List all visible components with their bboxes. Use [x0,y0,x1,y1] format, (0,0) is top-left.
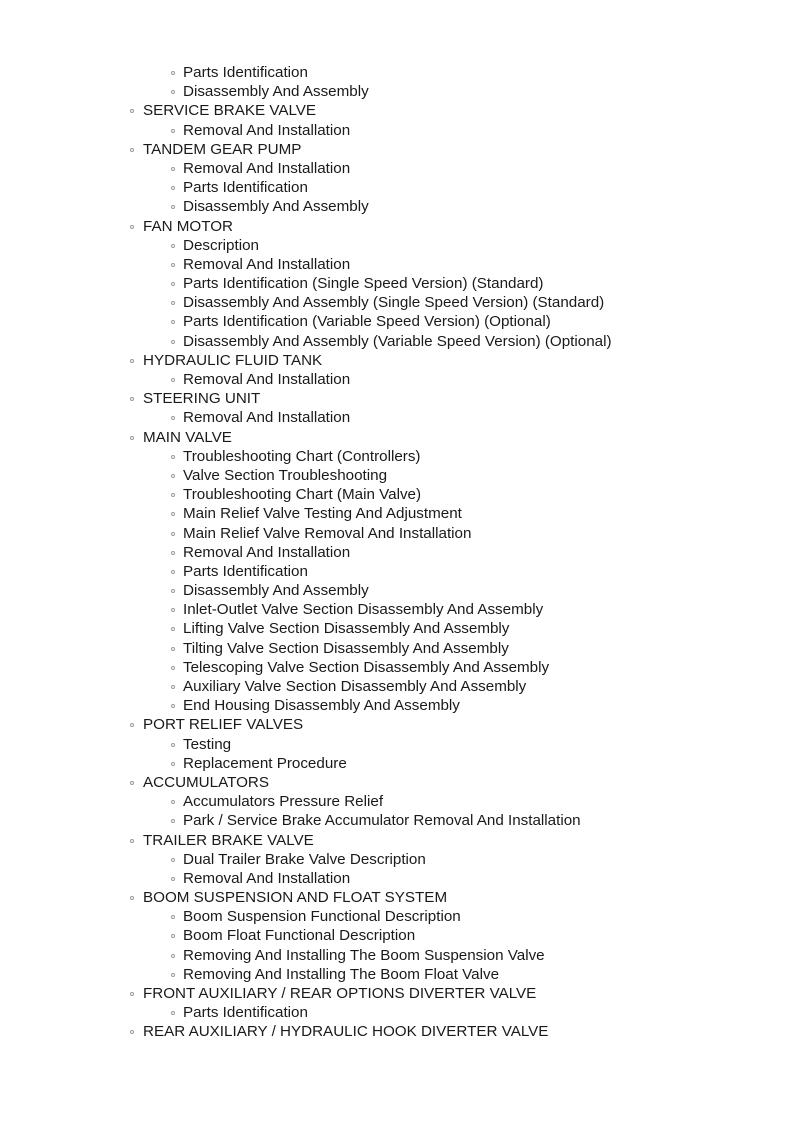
toc-subsection [0,159,794,178]
circle-bullet-icon [171,474,175,478]
toc-section-label: ACCUMULATORS [143,773,270,791]
toc-subsection-label: Park / Service Brake Accumulator Removal And Installation [183,812,581,830]
toc-section-label: MAIN VALVE [143,428,232,446]
circle-bullet-icon [130,359,134,363]
toc-section-label: HYDRAULIC FLUID TANK [143,351,323,369]
toc-subsection [0,178,794,197]
toc-section-label: SERVICE BRAKE VALVE [143,102,317,120]
toc-subsection [0,639,794,658]
circle-bullet-icon [171,320,175,324]
toc-subsection-label: Removal And Installation [183,869,351,887]
toc-section [0,217,794,236]
toc-subsection-label: Troubleshooting Chart (Main Valve) [183,486,422,504]
toc-section [0,351,794,370]
circle-bullet-icon [171,378,175,382]
toc-subsection [0,811,794,830]
toc-subsection-label: Inlet-Outlet Valve Section Disassembly And Assembly [183,601,544,619]
toc-subsection [0,754,794,773]
toc-subsection [0,658,794,677]
circle-bullet-icon [130,896,134,900]
circle-bullet-icon [171,551,175,555]
circle-bullet-icon [130,992,134,996]
circle-bullet-icon [130,109,134,113]
circle-bullet-icon [171,493,175,497]
toc-subsection-label: Removal And Installation [183,371,351,388]
circle-bullet-icon [171,532,175,536]
toc-subsection-label: Disassembly And Assembly (Variable Speed Version) (Optional) [183,332,612,350]
toc-subsection-label: Removal And Installation [183,159,351,177]
toc-subsection [0,946,794,965]
toc-section-label: REAR AUXILIARY / HYDRAULIC HOOK DIVERTER VALVE [143,1023,549,1041]
toc-subsection [0,447,794,466]
circle-bullet-icon [171,762,175,766]
toc-subsection-label: Lifting Valve Section Disassembly And Assembly [183,620,510,638]
circle-bullet-icon [171,954,175,958]
toc-subsection-label: Parts Identification [183,562,308,580]
toc-subsection-label: Valve Section Troubleshooting [183,466,388,484]
toc-subsection-label: Dual Trailer Brake Valve Description [183,850,426,868]
toc-section [0,831,794,850]
circle-bullet-icon [171,263,175,267]
toc-subsection-label: Parts Identification (Single Speed Version) (Standard) [183,275,544,293]
toc-subsection [0,236,794,255]
toc-subsection-label: Telescoping Valve Section Disassembly And Assembly [183,658,550,676]
toc-subsection [0,332,794,351]
toc-subsection [0,735,794,754]
toc-subsection [0,121,794,140]
circle-bullet-icon [171,934,175,938]
circle-bullet-icon [171,704,175,708]
toc-section [0,715,794,734]
toc-subsection-label: Main Relief Valve Removal And Installation [183,524,472,542]
circle-bullet-icon [171,340,175,344]
circle-bullet-icon [171,129,175,133]
circle-bullet-icon [171,570,175,574]
toc-subsection-label: Disassembly And Assembly (Single Speed Version) (Standard) [183,294,605,312]
toc-subsection-label: Removing And Installing The Boom Suspension Valve [183,946,545,964]
toc-subsection [0,581,794,600]
circle-bullet-icon [130,225,134,229]
toc-subsection [0,600,794,619]
circle-bullet-icon [171,589,175,593]
circle-bullet-icon [171,877,175,881]
circle-bullet-icon [171,71,175,75]
toc-subsection-label: Removal And Installation [183,121,351,139]
toc-section-label: TANDEM GEAR PUMP [143,140,302,158]
circle-bullet-icon [171,455,175,459]
circle-bullet-icon [130,723,134,727]
toc-section-label: TRAILER BRAKE VALVE [143,831,314,849]
toc-subsection-label: Troubleshooting Chart (Controllers) [183,447,421,465]
toc-subsection-label: Removal And Installation [183,255,351,273]
toc-subsection-label: Replacement Procedure [183,754,347,772]
toc-subsection [0,255,794,274]
circle-bullet-icon [171,282,175,286]
toc-subsection [0,562,794,581]
toc-section-label: PORT RELIEF VALVES [143,716,304,734]
circle-bullet-icon [171,1011,175,1015]
circle-bullet-icon [171,858,175,862]
toc-subsection [0,907,794,926]
toc-section [0,389,794,408]
circle-bullet-icon [171,608,175,612]
toc-section [0,888,794,907]
circle-bullet-icon [130,397,134,401]
toc-section [0,773,794,792]
circle-bullet-icon [171,647,175,651]
toc-subsection-label: Boom Float Functional Description [183,927,416,945]
circle-bullet-icon [171,743,175,747]
toc-section-label: FRONT AUXILIARY / REAR OPTIONS DIVERTER VALVE [143,985,537,1002]
circle-bullet-icon [130,839,134,843]
circle-bullet-icon [171,666,175,670]
toc-subsection-label: Testing [183,735,232,753]
toc-subsection [0,677,794,696]
toc-subsection-label: Parts Identification [183,64,308,81]
circle-bullet-icon [171,627,175,631]
toc-subsection [0,965,794,984]
toc-subsection-label: End Housing Disassembly And Assembly [183,697,460,715]
toc-subsection [0,370,794,389]
toc-subsection-label: Disassembly And Assembly [183,198,369,216]
circle-bullet-icon [171,915,175,919]
toc-subsection [0,792,794,811]
circle-bullet-icon [130,1030,134,1034]
circle-bullet-icon [171,167,175,171]
circle-bullet-icon [171,819,175,823]
toc-section-label: STEERING UNIT [143,390,261,408]
toc-section-label: FAN MOTOR [143,217,234,235]
toc-subsection-label: Parts Identification (Variable Speed Version) (Optional) [183,313,551,331]
toc-section [0,428,794,447]
toc-subsection-label: Removal And Installation [183,543,351,561]
toc-subsection-label: Description [183,236,259,254]
toc-subsection-label: Accumulators Pressure Relief [183,793,384,811]
toc-subsection [0,619,794,638]
toc-subsection [0,926,794,945]
circle-bullet-icon [171,90,175,94]
toc-subsection [0,504,794,523]
circle-bullet-icon [171,973,175,977]
toc-subsection-label: Main Relief Valve Testing And Adjustment [183,505,462,523]
toc-subsection-label: Tilting Valve Section Disassembly And Assembly [183,639,509,657]
circle-bullet-icon [130,436,134,440]
toc-subsection-label: Parts Identification [183,179,308,197]
toc-section [0,140,794,159]
circle-bullet-icon [171,685,175,689]
toc-subsection [0,82,794,101]
toc-subsection [0,408,794,427]
toc-subsection-label: Disassembly And Assembly [183,83,369,101]
toc-subsection [0,543,794,562]
toc-subsection [0,197,794,216]
toc-subsection [0,312,794,331]
toc-subsection-label: Parts Identification [183,1004,308,1022]
table-of-contents [0,63,794,1042]
circle-bullet-icon [171,800,175,804]
toc-section-label: BOOM SUSPENSION AND FLOAT SYSTEM [143,889,448,907]
circle-bullet-icon [171,416,175,420]
toc-subsection [0,696,794,715]
circle-bullet-icon [171,205,175,209]
toc-subsection-label: Removing And Installing The Boom Float Valve [183,965,500,983]
toc-section [0,1022,794,1041]
toc-section [0,984,794,1003]
circle-bullet-icon [130,781,134,785]
toc-subsection [0,485,794,504]
toc-subsection-label: Boom Suspension Functional Description [183,908,461,926]
toc-subsection [0,466,794,485]
toc-subsection-label: Auxiliary Valve Section Disassembly And Assembly [183,678,527,695]
circle-bullet-icon [171,186,175,190]
toc-subsection [0,274,794,293]
toc-subsection [0,293,794,312]
toc-subsection-label: Removal And Installation [183,409,351,427]
toc-subsection-label: Disassembly And Assembly [183,582,369,600]
circle-bullet-icon [171,512,175,516]
toc-subsection [0,63,794,82]
circle-bullet-icon [171,301,175,305]
toc-section [0,101,794,120]
toc-subsection [0,524,794,543]
circle-bullet-icon [171,244,175,248]
toc-subsection [0,869,794,888]
toc-subsection [0,850,794,869]
toc-subsection [0,1003,794,1022]
circle-bullet-icon [130,148,134,152]
